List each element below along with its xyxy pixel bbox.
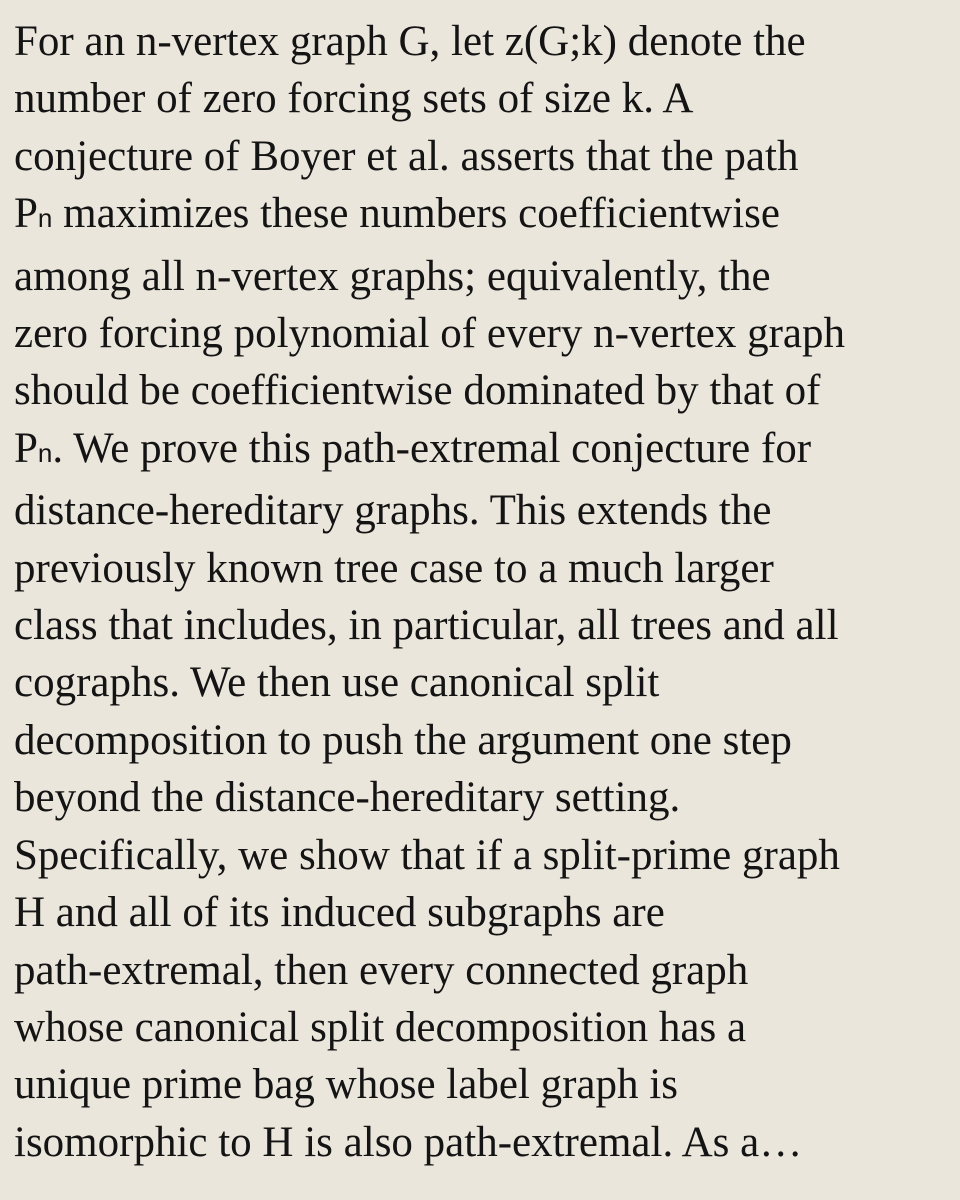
abstract-line: For an n-vertex graph G, let z(G;k) denote the [14,18,806,65]
abstract-line: conjecture of Boyer et al. asserts that the path [14,132,799,180]
subscript-n: n [37,437,53,468]
abstract-line: decomposition to push the argument one step [14,716,792,764]
abstract-text [14,13,944,1171]
abstract-line: whose canonical split decomposition has a [14,1003,747,1051]
subscript-n: n [37,203,53,234]
abstract-line: unique prime bag whose label graph is [14,1061,678,1109]
abstract-line: beyond the distance-hereditary setting. [14,774,681,822]
abstract-line: Pn. We prove this path-extremal conjecture for [14,424,812,472]
abstract-line: previously known tree case to a much larger [14,544,774,592]
abstract-line: path-extremal, then every connected graph [14,946,749,994]
abstract-line: H and all of its induced subgraphs are [14,889,665,937]
abstract-line: among all n-vertex graphs; equivalently, the [14,252,771,300]
abstract-line: class that includes, in particular, all trees and all [14,602,839,650]
abstract-line: Specifically, we show that if a split-prime graph [14,831,840,879]
abstract-line: number of zero forcing sets of size k. A [14,75,694,123]
abstract-line: Pn maximizes these numbers coefficientwise [14,190,780,238]
abstract-line: zero forcing polynomial of every n-vertex graph [14,310,846,358]
abstract-line: cographs. We then use canonical split [14,659,660,707]
abstract-line: distance-hereditary graphs. This extends the [14,487,772,535]
abstract-line: isomorphic to H is also path-extremal. As a… [14,1118,803,1166]
abstract-line: should be coefficientwise dominated by that of [14,367,821,415]
